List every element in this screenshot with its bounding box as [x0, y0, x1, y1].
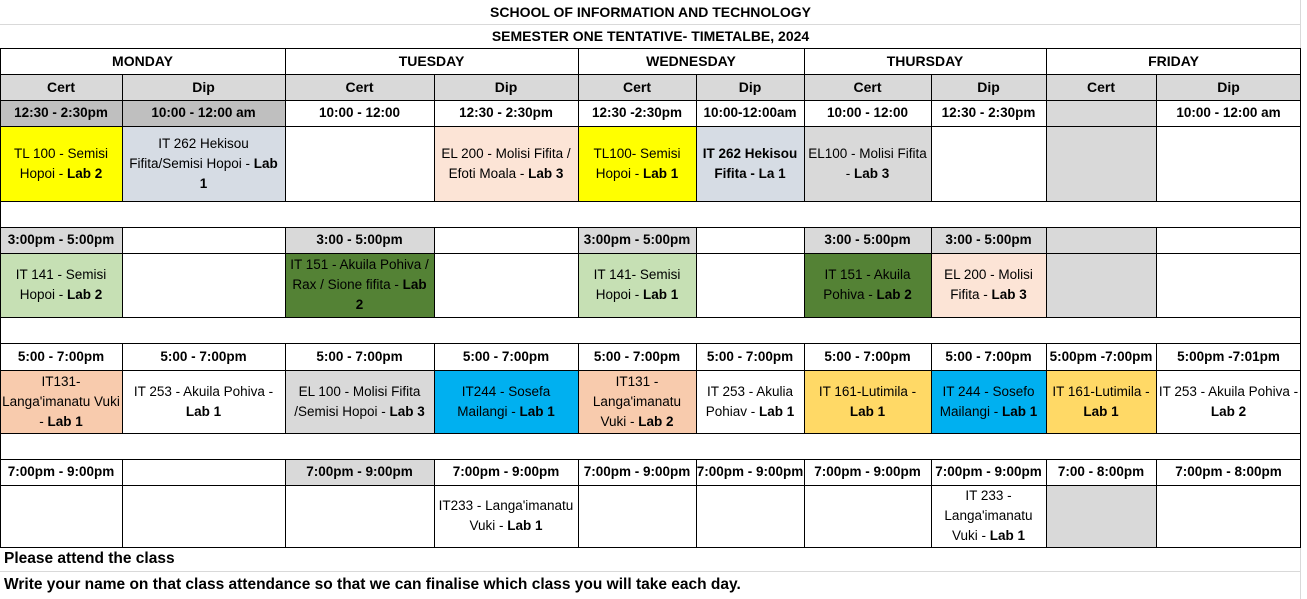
grid-line	[0, 48, 1, 547]
class-description: IT 262 Hekisou Fifita/Semisi Hopoi -	[129, 135, 254, 171]
grid-line	[578, 227, 579, 317]
grid-line	[122, 74, 123, 201]
grid-line	[804, 343, 805, 433]
level-header-cert: Cert	[1046, 74, 1156, 100]
grid-line	[696, 74, 697, 201]
lab-label: Lab 1	[989, 528, 1026, 543]
level-header-dip: Dip	[696, 74, 804, 100]
sheet-subtitle: SEMESTER ONE TENTATIVE- TIMETALBE, 2024	[491, 28, 810, 44]
day-header-thursday: THURSDAY	[804, 48, 1046, 74]
time-slot	[122, 227, 285, 253]
class-description: IT131 - Langa'imanatu Vuki -	[592, 373, 682, 429]
class-cell[interactable]	[1156, 126, 1301, 201]
time-slot	[1046, 227, 1156, 253]
lab-label: Lab 3	[528, 165, 564, 181]
time-slot: 5:00 - 7:00pm	[578, 343, 696, 370]
grid-line	[0, 370, 1301, 371]
class-description: IT 151 - Akuila Pohiva / Rax / Sione fifita -	[290, 257, 429, 292]
grid-line	[578, 459, 579, 547]
lab-label: Lab 1	[507, 518, 543, 533]
time-slot: 7:00 - 8:00pm	[1046, 459, 1156, 485]
grid-line	[931, 343, 932, 433]
lab-label: Lab 2	[67, 165, 103, 181]
class-description: IT233 - Langa'imanatu Vuki -	[438, 498, 574, 533]
time-slot: 5:00 - 7:00pm	[285, 343, 434, 370]
class-cell[interactable]	[0, 253, 122, 317]
grid-line	[0, 100, 1301, 101]
time-slot: 3:00pm - 5:00pm	[578, 227, 696, 253]
class-description: IT131- Langa'imanatu Vuki -	[2, 373, 120, 429]
grid-line	[0, 48, 1301, 49]
grid-line	[122, 227, 123, 317]
time-slot: 10:00 - 12:00	[804, 100, 931, 126]
time-slot: 7:00pm - 9:00pm	[0, 459, 122, 485]
class-cell[interactable]	[122, 126, 285, 201]
grid-line	[285, 459, 286, 547]
class-cell[interactable]	[931, 126, 1046, 201]
class-cell[interactable]	[1156, 370, 1301, 433]
grid-line	[1156, 74, 1157, 201]
grid-line	[0, 433, 1301, 434]
class-cell[interactable]	[1046, 370, 1156, 433]
time-slot: 12:30 - 2:30pm	[434, 100, 578, 126]
grid-line	[434, 343, 435, 433]
grid-line	[0, 253, 1301, 254]
grid-line	[0, 343, 1301, 344]
lab-label: Lab 2	[355, 277, 427, 312]
time-slot: 5:00 - 7:00pm	[0, 343, 122, 370]
grid-line	[1156, 459, 1157, 547]
grid-line	[578, 74, 579, 201]
time-slot: 7:00pm - 8:00pm	[1156, 459, 1301, 485]
day-header-tuesday: TUESDAY	[285, 48, 578, 74]
time-slot	[434, 227, 578, 253]
lab-label: Lab 1	[849, 403, 886, 419]
class-cell[interactable]	[931, 253, 1046, 317]
class-cell[interactable]	[578, 370, 696, 433]
class-cell[interactable]	[578, 126, 696, 201]
grid-line	[1046, 343, 1047, 433]
lab-label: Lab 1	[199, 155, 278, 191]
class-cell[interactable]	[696, 253, 804, 317]
class-description: EL 200 - Molisi Fifita / Efoti Moala -	[441, 145, 571, 181]
time-slot: 7:00pm - 9:00pm	[696, 459, 804, 485]
class-description: TL100- Semisi Hopoi -	[593, 145, 681, 181]
class-cell[interactable]	[1046, 253, 1156, 317]
class-cell[interactable]	[1046, 485, 1156, 547]
class-cell[interactable]	[696, 485, 804, 547]
class-description: EL 100 - Molisi Fifita /Semisi Hopoi -	[294, 383, 421, 419]
class-cell[interactable]	[434, 370, 578, 433]
grid-line	[0, 317, 1301, 318]
lab-label: Lab 1	[185, 403, 222, 419]
grid-line	[1046, 74, 1047, 201]
time-slot: 12:30 - 2:30pm	[931, 100, 1046, 126]
grid-line	[804, 48, 805, 74]
class-cell[interactable]	[285, 485, 434, 547]
grid-line	[434, 74, 435, 201]
time-slot	[1046, 100, 1156, 126]
grid-line	[434, 459, 435, 547]
class-cell[interactable]	[434, 253, 578, 317]
class-description: EL100 - Molisi Fifita -	[808, 145, 927, 181]
class-description: IT 161-Lutimila -	[818, 383, 917, 399]
time-slot: 3:00 - 5:00pm	[285, 227, 434, 253]
class-cell[interactable]	[1046, 126, 1156, 201]
grid-line	[285, 227, 286, 317]
grid-line	[0, 201, 1301, 202]
level-header-dip: Dip	[434, 74, 578, 100]
time-slot	[122, 459, 285, 485]
grid-line	[804, 459, 805, 547]
lab-label: Lab 2	[67, 287, 103, 302]
grid-line	[0, 126, 1301, 127]
grid-line	[804, 74, 805, 201]
grid-line	[931, 459, 932, 547]
day-header-wednesday: WEDNESDAY	[578, 48, 804, 74]
level-header-dip: Dip	[1156, 74, 1301, 100]
grid-line	[434, 227, 435, 317]
class-description: IT 151 - Akuila Pohiva -	[823, 267, 911, 302]
grid-line	[1156, 227, 1157, 317]
class-cell[interactable]	[0, 370, 122, 433]
class-description: TL 100 - Semisi Hopoi -	[13, 145, 109, 181]
class-cell[interactable]	[285, 253, 434, 317]
lab-label: Lab 3	[853, 165, 890, 181]
grid-line	[1046, 227, 1047, 317]
grid-line	[696, 343, 697, 433]
lab-label: Lab 2	[1210, 403, 1247, 419]
lab-label: Lab 3	[389, 403, 425, 419]
grid-line	[0, 547, 1301, 548]
class-description: IT 244 - Sosefo Mailangi -	[939, 383, 1035, 419]
grid-line	[1046, 48, 1047, 74]
time-slot: 12:30 -2:30pm	[578, 100, 696, 126]
level-header-dip: Dip	[931, 74, 1046, 100]
level-header-cert: Cert	[0, 74, 122, 100]
level-header-cert: Cert	[578, 74, 696, 100]
time-slot: 5:00pm -7:00pm	[1046, 343, 1156, 370]
grid-line	[1300, 48, 1301, 547]
class-description: IT 253 - Akulia Pohiav -	[705, 383, 794, 419]
grid-line	[285, 48, 286, 74]
class-description: EL 200 - Molisi Fifita -	[944, 267, 1033, 302]
level-header-cert: Cert	[804, 74, 931, 100]
class-cell[interactable]	[931, 370, 1046, 433]
level-header-cert: Cert	[285, 74, 434, 100]
grid-line	[931, 74, 932, 201]
class-cell[interactable]	[578, 485, 696, 547]
class-description: IT 161-Lutimila -	[1052, 383, 1150, 399]
grid-line	[0, 485, 1301, 486]
grid-line	[0, 74, 1301, 75]
time-slot: 5:00pm -7:01pm	[1156, 343, 1301, 370]
class-cell[interactable]	[696, 370, 804, 433]
class-cell[interactable]	[1156, 253, 1301, 317]
grid-line	[578, 343, 579, 433]
class-cell[interactable]	[122, 370, 285, 433]
lab-label: Lab 2	[638, 413, 674, 429]
level-header-dip: Dip	[122, 74, 285, 100]
class-description: IT 253 - Akuila Pohiva -	[1158, 383, 1299, 399]
class-cell[interactable]	[578, 253, 696, 317]
grid-line	[285, 74, 286, 201]
grid-line	[696, 227, 697, 317]
time-slot: 5:00 - 7:00pm	[122, 343, 285, 370]
lab-label: Lab 1	[759, 403, 795, 419]
grid-line	[0, 459, 1301, 460]
time-slot: 10:00-12:00am	[696, 100, 804, 126]
grid-line	[1156, 343, 1157, 433]
grid-line	[696, 459, 697, 547]
time-slot	[1156, 227, 1301, 253]
grid-line	[1046, 459, 1047, 547]
class-cell[interactable]	[804, 485, 931, 547]
class-cell[interactable]	[804, 126, 931, 201]
lab-label: Lab 1	[1083, 403, 1119, 419]
note-attendance-instructions: Write your name on that class attendance so that we can finalise which class you will take each day.	[4, 576, 741, 593]
time-slot: 3:00 - 5:00pm	[804, 227, 931, 253]
class-description: IT 141 - Semisi Hopoi -	[15, 267, 107, 302]
time-slot: 10:00 - 12:00	[285, 100, 434, 126]
time-slot: 10:00 - 12:00 am	[122, 100, 285, 126]
time-slot: 12:30 - 2:30pm	[0, 100, 122, 126]
lab-label: Lab 3	[991, 287, 1027, 302]
grid-line	[122, 343, 123, 433]
lab-label: Lab 1	[47, 413, 83, 429]
class-description: IT 253 - Akuila Pohiva -	[133, 383, 274, 399]
class-cell[interactable]	[122, 485, 285, 547]
sheet-title: SCHOOL OF INFORMATION AND TECHNOLOGY	[490, 4, 811, 20]
time-slot: 3:00pm - 5:00pm	[0, 227, 122, 253]
time-slot	[696, 227, 804, 253]
day-header-monday: MONDAY	[0, 48, 285, 74]
time-slot: 5:00 - 7:00pm	[931, 343, 1046, 370]
time-slot: 7:00pm - 9:00pm	[434, 459, 578, 485]
class-description: IT 233 - Langa'imanatu Vuki -	[944, 488, 1033, 543]
time-slot: 5:00 - 7:00pm	[434, 343, 578, 370]
time-slot: 7:00pm - 9:00pm	[285, 459, 434, 485]
lab-label: Lab 1	[643, 165, 679, 181]
lab-label: Lab 1	[519, 403, 555, 419]
class-cell[interactable]	[434, 485, 578, 547]
class-cell[interactable]	[0, 485, 122, 547]
time-slot: 7:00pm - 9:00pm	[931, 459, 1046, 485]
grid-line	[578, 48, 579, 74]
grid-line	[285, 343, 286, 433]
class-description: IT244 - Sosefa Mailangi -	[457, 383, 551, 419]
grid-line	[804, 227, 805, 317]
class-cell[interactable]	[804, 253, 931, 317]
class-cell[interactable]	[804, 370, 931, 433]
grid-line	[122, 459, 123, 547]
time-slot: 7:00pm - 9:00pm	[578, 459, 696, 485]
time-slot: 10:00 - 12:00 am	[1156, 100, 1301, 126]
lab-label: Lab 1	[1002, 403, 1038, 419]
class-description: IT 141- Semisi Hopoi -	[593, 267, 681, 302]
grid-line	[0, 227, 1301, 228]
class-cell[interactable]	[285, 126, 434, 201]
note-attend: Please attend the class	[4, 550, 175, 567]
time-slot: 5:00 - 7:00pm	[696, 343, 804, 370]
class-cell[interactable]	[1156, 485, 1301, 547]
day-header-friday: FRIDAY	[1046, 48, 1301, 74]
time-slot: 7:00pm - 9:00pm	[804, 459, 931, 485]
class-cell[interactable]	[696, 126, 804, 201]
class-cell[interactable]	[285, 370, 434, 433]
time-slot: 3:00 - 5:00pm	[931, 227, 1046, 253]
class-cell[interactable]	[122, 253, 285, 317]
class-cell[interactable]	[434, 126, 578, 201]
class-cell[interactable]	[931, 485, 1046, 547]
grid-line	[931, 227, 932, 317]
lab-label: Lab 1	[643, 287, 679, 302]
lab-label: IT 262 Hekisou Fifita - La 1	[702, 145, 798, 181]
time-slot: 5:00 - 7:00pm	[804, 343, 931, 370]
lab-label: Lab 2	[876, 287, 912, 302]
class-cell[interactable]	[0, 126, 122, 201]
